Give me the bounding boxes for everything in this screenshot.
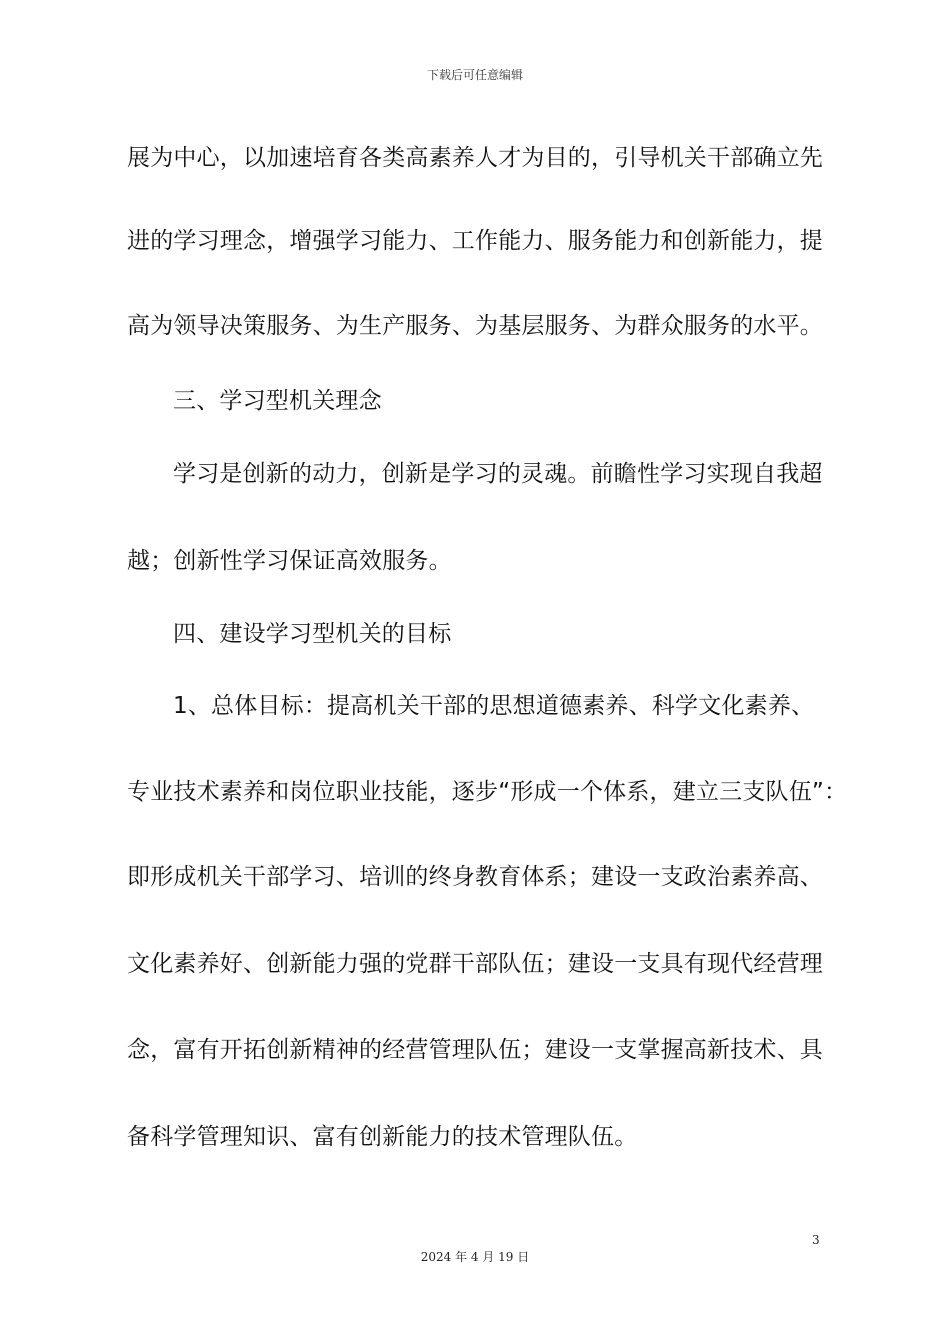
goal-line-4: 文化素养好、创新能力强的党群干部队伍；建设一支具有现代经营理 [127,951,823,977]
body-line-5: 学习是创新的动力，创新是学习的灵魂。前瞻性学习实现自我超 [173,461,823,487]
body-line-3: 高为领导决策服务、为生产服务、为基层服务、为群众服务的水平。 [127,313,823,339]
goal-line-1: 1、总体目标：提高机关干部的思想道德素养、科学文化素养、 [173,693,815,719]
section-heading-3: 三、学习型机关理念 [173,388,382,414]
page-footer-date: 2024 年 4 月 19 日 [420,1250,530,1264]
section-heading-4: 四、建设学习型机关的目标 [173,621,452,647]
body-line-1: 展为中心，以加速培育各类高素养人才为目的，引导机关干部确立先 [127,145,823,171]
page-header: 下载后可任意编辑 [426,68,523,82]
goal-line-5: 念，富有开拓创新精神的经营管理队伍；建设一支掌握高新技术、具 [127,1037,823,1063]
goal-line-6: 备科学管理知识、富有创新能力的技术管理队伍。 [127,1124,638,1150]
goal-line-2: 专业技术素养和岗位职业技能，逐步“形成一个体系，建立三支队伍”： [127,779,848,805]
body-line-2: 进的学习理念，增强学习能力、工作能力、服务能力和创新能力，提 [127,228,823,254]
goal-line-3: 即形成机关干部学习、培训的终身教育体系；建设一支政治素养高、 [127,864,823,890]
page-number: 3 [812,1233,820,1247]
body-line-6: 越；创新性学习保证高效服务。 [127,548,452,574]
